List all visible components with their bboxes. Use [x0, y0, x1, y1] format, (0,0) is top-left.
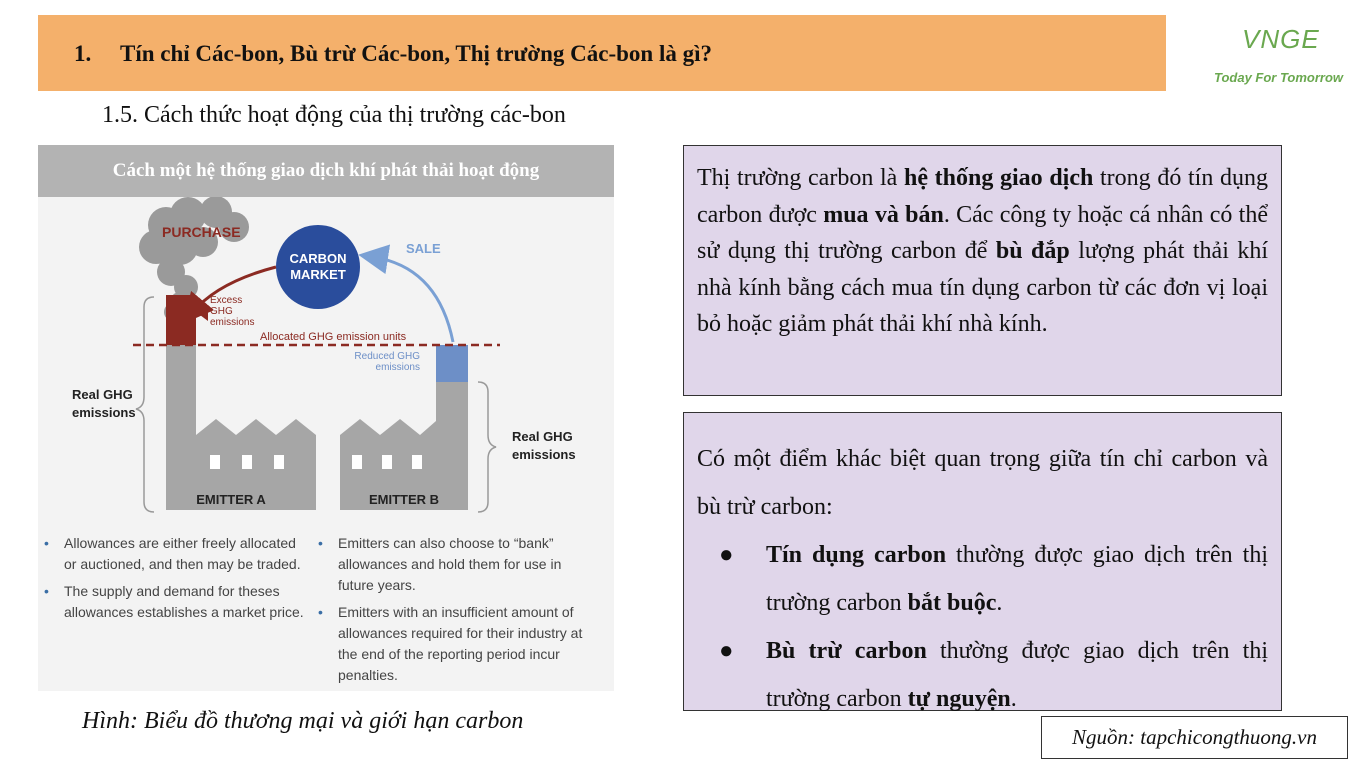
- emitter-a-window: [274, 455, 284, 469]
- emitter-b-chimney: [436, 382, 468, 510]
- difference-intro: Có một điểm khác biệt quan trọng giữa tín chỉ carbon và bù trừ carbon:: [697, 446, 1268, 520]
- bullet-dot: •: [44, 535, 49, 551]
- list-item: • The supply and demand for theses allowances establishes a market price.: [44, 583, 304, 620]
- bullets-left: [42, 533, 312, 629]
- figure-title: Cách một hệ thống giao dịch khí phát thải hoạt động: [38, 145, 614, 197]
- sale-arrow: [373, 257, 453, 342]
- real-emissions-b-brace: [478, 382, 496, 512]
- logo-mark: VNGE: [1242, 24, 1320, 54]
- list-item: • Emitters with an insufficient amount of allowances required for their industry at the end of the reporting period incur penalties.: [318, 604, 583, 683]
- bullet-dot: •: [44, 583, 49, 599]
- difference-box: [683, 412, 1282, 711]
- bullet-dot: ●: [719, 638, 734, 664]
- bullet-dot: •: [318, 535, 323, 551]
- list-item: • Emitters can also choose to “bank” allowances and hold them for use in future years.: [318, 535, 562, 593]
- list-item: ● Bù trừ carbon thường được giao dịch trên thị trường carbon tự nguyện.: [697, 627, 1268, 723]
- reduced-label-2: emissions: [375, 362, 420, 373]
- list-item: ● Tín dụng carbon thường được giao dịch trên thị trường carbon bắt buộc.: [697, 531, 1268, 627]
- carbon-market-label-1: CARBON: [289, 251, 347, 266]
- real-emissions-a-label-2: emissions: [72, 405, 136, 420]
- excess-pointer: [200, 309, 208, 321]
- bullet-dot: •: [318, 604, 323, 620]
- real-emissions-b-label-1: Real GHG: [512, 429, 573, 444]
- excess-emissions-block: [166, 295, 196, 345]
- bullets-right: [316, 533, 596, 692]
- subsection-title: 1.5. Cách thức hoạt động của thị trường các-bon: [102, 102, 566, 128]
- cap-and-trade-figure: [38, 145, 614, 691]
- emitter-a-window: [210, 455, 220, 469]
- real-emissions-a-brace: [136, 297, 154, 512]
- allocated-label: Allocated GHG emission units: [260, 331, 407, 343]
- emitter-b-window: [352, 455, 362, 469]
- excess-label-2: GHG: [210, 306, 233, 317]
- real-emissions-a-label-1: Real GHG: [72, 387, 133, 402]
- section-header: [38, 15, 1166, 91]
- source-citation: Nguồn: tapchicongthuong.vn: [1041, 716, 1348, 759]
- bullet-dot: ●: [719, 542, 734, 568]
- list-item: • Allowances are either freely allocated or auctioned, and then may be traded.: [44, 535, 301, 572]
- real-emissions-b-label-2: emissions: [512, 447, 576, 462]
- cap-and-trade-diagram: [38, 197, 614, 527]
- section-number: 1.: [74, 41, 92, 66]
- figure-caption: Hình: Biểu đồ thương mại và giới hạn carbon: [82, 708, 524, 734]
- emitter-a-label: EMITTER A: [196, 492, 266, 507]
- carbon-market-definition-box: Thị trường carbon là hệ thống giao dịch trong đó tín dụng carbon được mua và bán. Các công ty hoặc cá nhân có thể sử dụng thị trường carbon để bù đắp lượng phát thải khí nhà kính bằng cách mua tín dụng carbon từ các đơn vị loại bỏ hoặc giảm phát thải khí nhà kính.: [683, 145, 1282, 396]
- excess-label-1: Excess: [210, 295, 243, 306]
- reduced-emissions-block: [436, 345, 468, 382]
- section-title: Tín chỉ Các-bon, Bù trừ Các-bon, Thị trường Các-bon là gì?: [120, 41, 712, 66]
- excess-label-3: emissions: [210, 317, 255, 328]
- vnge-logo: [1200, 20, 1360, 90]
- purchase-label: PURCHASE: [162, 224, 241, 240]
- sale-label: SALE: [406, 241, 441, 256]
- carbon-market-label-2: MARKET: [290, 267, 346, 282]
- reduced-label-1: Reduced GHG: [354, 351, 420, 362]
- emitter-a-window: [242, 455, 252, 469]
- emitter-b-window: [382, 455, 392, 469]
- emitter-b-label: EMITTER B: [368, 492, 440, 507]
- emitter-a-chimney: [166, 345, 196, 510]
- emitter-b-window: [412, 455, 422, 469]
- logo-tagline: Today For Tomorrow: [1214, 70, 1344, 85]
